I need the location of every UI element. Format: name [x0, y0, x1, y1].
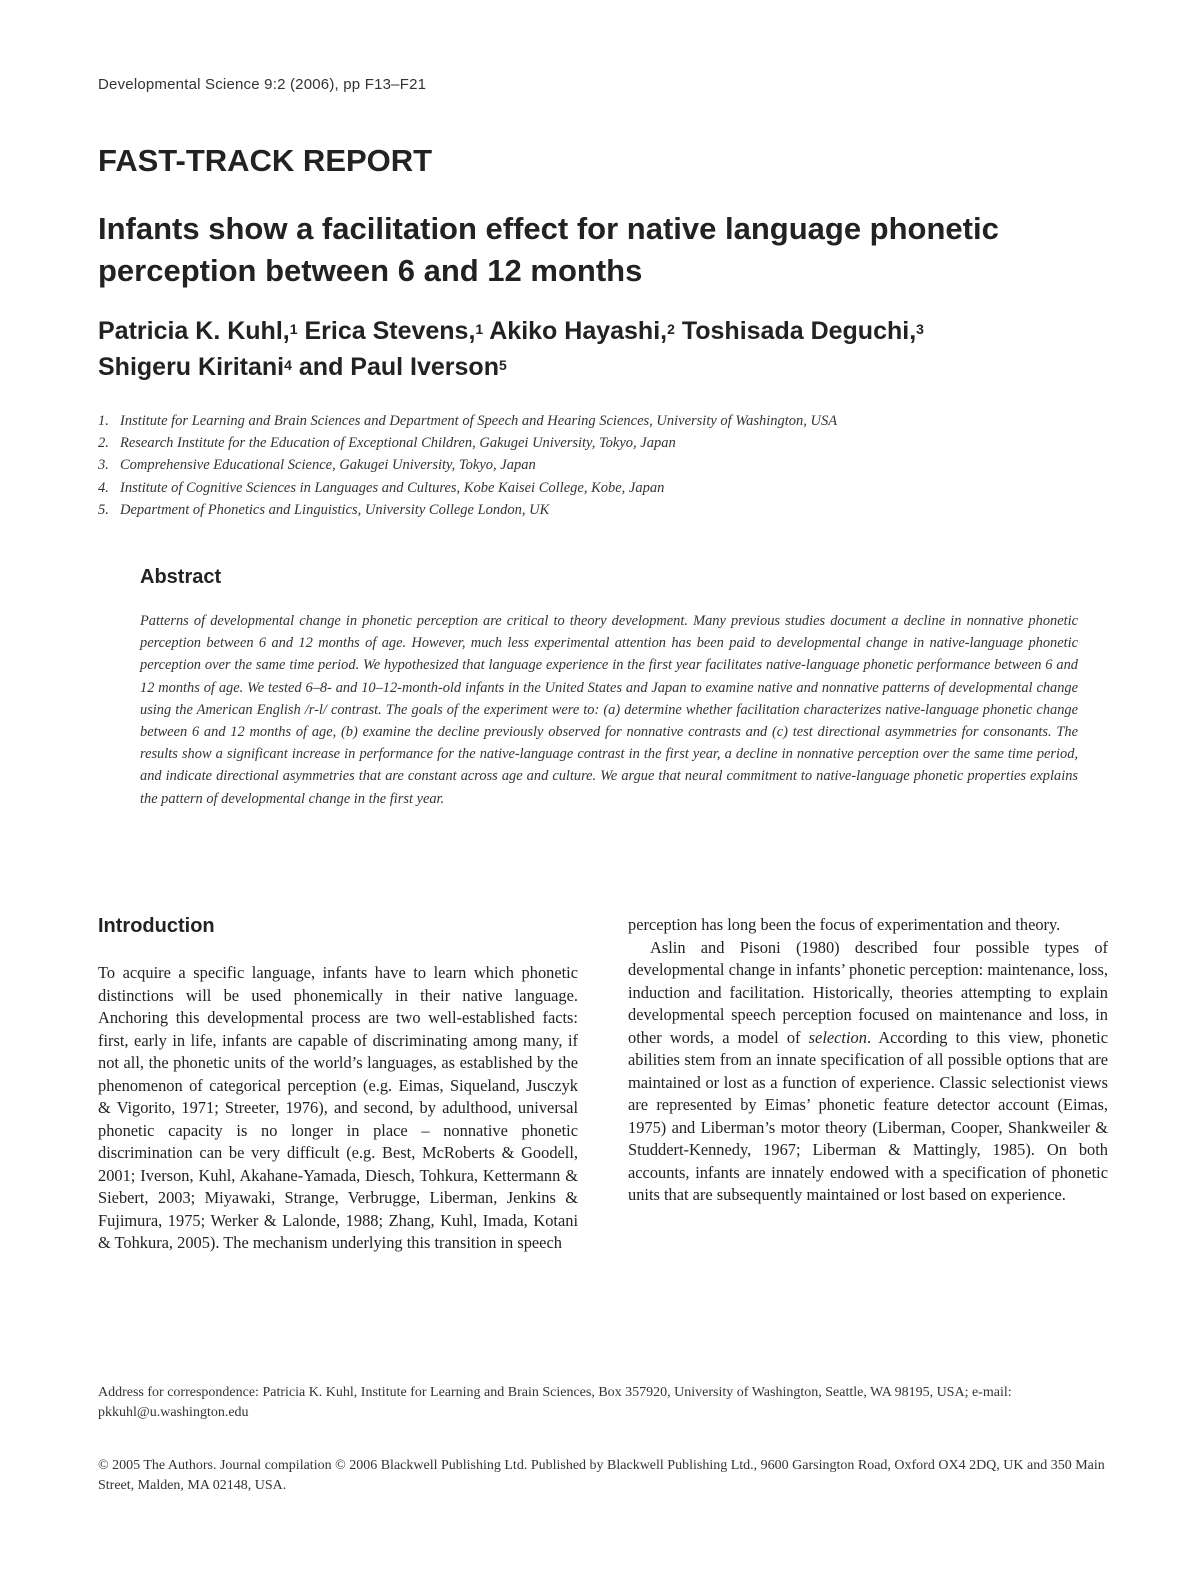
author-name: Paul Iverson [350, 353, 499, 381]
affiliation-item [98, 410, 1108, 432]
author-affiliation-marker: 1 [289, 321, 298, 337]
abstract-heading: Abstract [140, 566, 222, 588]
affiliation-number: 1. [98, 413, 109, 429]
affiliation-item [98, 432, 1108, 454]
abstract-body: Patterns of developmental change in phonetic perception are critical to theory development. Many previous studies document a decline in nonnative phonetic perception between 6 and 12 months of age. However, much less experimental attention has been paid to developmental change in native-language phonetic perception over the same time period. We hypothesized that language experience in the first year facilitates native-language phonetic performance between 6 and 12 months of age. We tested 6–8- and 10–12-month-old infants in the United States and Japan to examine native and nonnative patterns of developmental change using the American English /r-l/ contrast. The goals of the experiment were to: (a) determine whether facilitation characterizes native-language phonetic change between 6 and 12 months of age, (b) examine the decline previously observed for nonnative contrasts and (c) test directional asymmetries for consonants. The results show a significant increase in performance for the native-language contrast in the first year, a decline in nonnative perception over the same time period, and indicate directional asymmetries that are constant across age and culture. We argue that neural commitment to native-language phonetic properties explains the pattern of developmental change in the first year. [140, 613, 1078, 807]
emphasis-text: selection [808, 1027, 867, 1047]
author-list [98, 313, 1108, 385]
author-affiliation-marker: 5 [498, 357, 507, 373]
running-head: Developmental Science 9:2 (2006), pp F13–F21 [98, 76, 427, 93]
author-name: Patricia K. Kuhl, [98, 317, 290, 345]
affiliation-text: Comprehensive Educational Science, Gakugei University, Tokyo, Japan [120, 457, 536, 474]
left-column [98, 912, 578, 1255]
author-name: Erica Stevens, [304, 317, 476, 345]
affiliation-number: 2. [98, 435, 109, 452]
right-column [628, 912, 1108, 1207]
introduction-paragraph-continued: perception has long been the focus of experimentation and theory. [628, 915, 1061, 934]
author-affiliation-marker: 3 [916, 321, 924, 337]
introduction-paragraph: To acquire a specific language, infants have to learn which phonetic distinctions will be used phonemically in their native language. Anchoring this developmental process are two well-established facts: first, early in life, infants are capable of discriminating among many, if not all, the phonetic units of the world’s languages, as established by the phenomenon of categorical perception (e.g. Eimas, Siqueland, Jusczyk & Vigorito, 1971; Streeter, 1976), and second, by adulthood, universal phonetic capacity is no longer in place – nonnative phonetic discrimination can be very difficult (e.g. Best, McRoberts & Goodell, 2001; Iverson, Kuhl, Akahane-Yamada, Diesch, Tohkura, Kettermann & Siebert, 2003; Miyawaki, Strange, Verbrugge, Liberman, Jenkins & Fujimura, 1975; Werker & Lalonde, 1988; Zhang, Kuhl, Imada, Kotani & Tohkura, 2005). The mechanism underlying this transition in speech [98, 963, 578, 1252]
author-name: Shigeru Kiritani [98, 353, 285, 381]
article-title: Infants show a facilitation effect for native language phonetic perception between 6 and 12 months [98, 211, 999, 288]
affiliation-text: Research Institute for the Education of Exceptional Children, Gakugei University, Tokyo, Japan [120, 435, 676, 452]
affiliation-text: Institute for Learning and Brain Sciences and Department of Speech and Hearing Sciences, University of Washington, USA [120, 413, 838, 429]
affiliation-item [98, 499, 1108, 521]
introduction-heading: Introduction [98, 915, 215, 937]
introduction-paragraph [628, 937, 1108, 1207]
affiliation-text: Department of Phonetics and Linguistics, University College London, UK [120, 501, 550, 518]
author-affiliation-marker: 4 [284, 357, 292, 373]
author-name: Toshisada Deguchi, [681, 317, 917, 345]
affiliation-text: Institute of Cognitive Sciences in Languages and Cultures, Kobe Kaisei College, Kobe, Japan [120, 479, 665, 496]
affiliation-list [98, 410, 1108, 521]
section-label: FAST-TRACK REPORT [98, 143, 433, 178]
affiliation-item [98, 477, 1108, 499]
affiliation-item [98, 454, 1108, 476]
paragraph-text: Aslin and Pisoni (1980) described four possible types of developmental change in infants’ phonetic perception: maintenance, loss, induction and facilitation. Historically, theories attempting to explain developmental speech perception focused on maintenance and loss, in other words, a model of [628, 937, 1108, 1047]
affiliation-number: 4. [98, 479, 109, 496]
author-affiliation-marker: 1 [475, 321, 484, 337]
paragraph-text: . According to this view, phonetic abilities stem from an innate specification of all possible options that are maintained or lost as a function of experience. Classic selectionist views are represented by Eimas’ phonetic feature detector account (Eimas, 1975) and Liberman’s motor theory (Liberman, Cooper, Shankweiler & Studdert-Kennedy, 1967; Liberman & Mattingly, 1985). On both accounts, infants are innately endowed with a specification of phonetic units that are subsequently maintained or lost based on experience. [628, 1027, 1108, 1204]
author-joiner: and [298, 353, 344, 381]
correspondence-note: Address for correspondence: Patricia K. Kuhl, Institute for Learning and Brain Sciences, Box 357920, University of Washington, Seattle, WA 98195, USA; e-mail: pkkuhl@u.washington.edu [98, 1385, 1012, 1420]
copyright-note: © 2005 The Authors. Journal compilation © 2006 Blackwell Publishing Ltd. Published by Blackwell Publishing Ltd., 9600 Garsington Road, Oxford OX4 2DQ, UK and 350 Main Street, Malden, MA 02148, USA. [98, 1458, 1105, 1493]
author-affiliation-marker: 2 [667, 321, 675, 337]
affiliation-number: 5. [98, 501, 109, 518]
author-name: Akiko Hayashi, [489, 317, 668, 345]
affiliation-number: 3. [98, 457, 109, 474]
